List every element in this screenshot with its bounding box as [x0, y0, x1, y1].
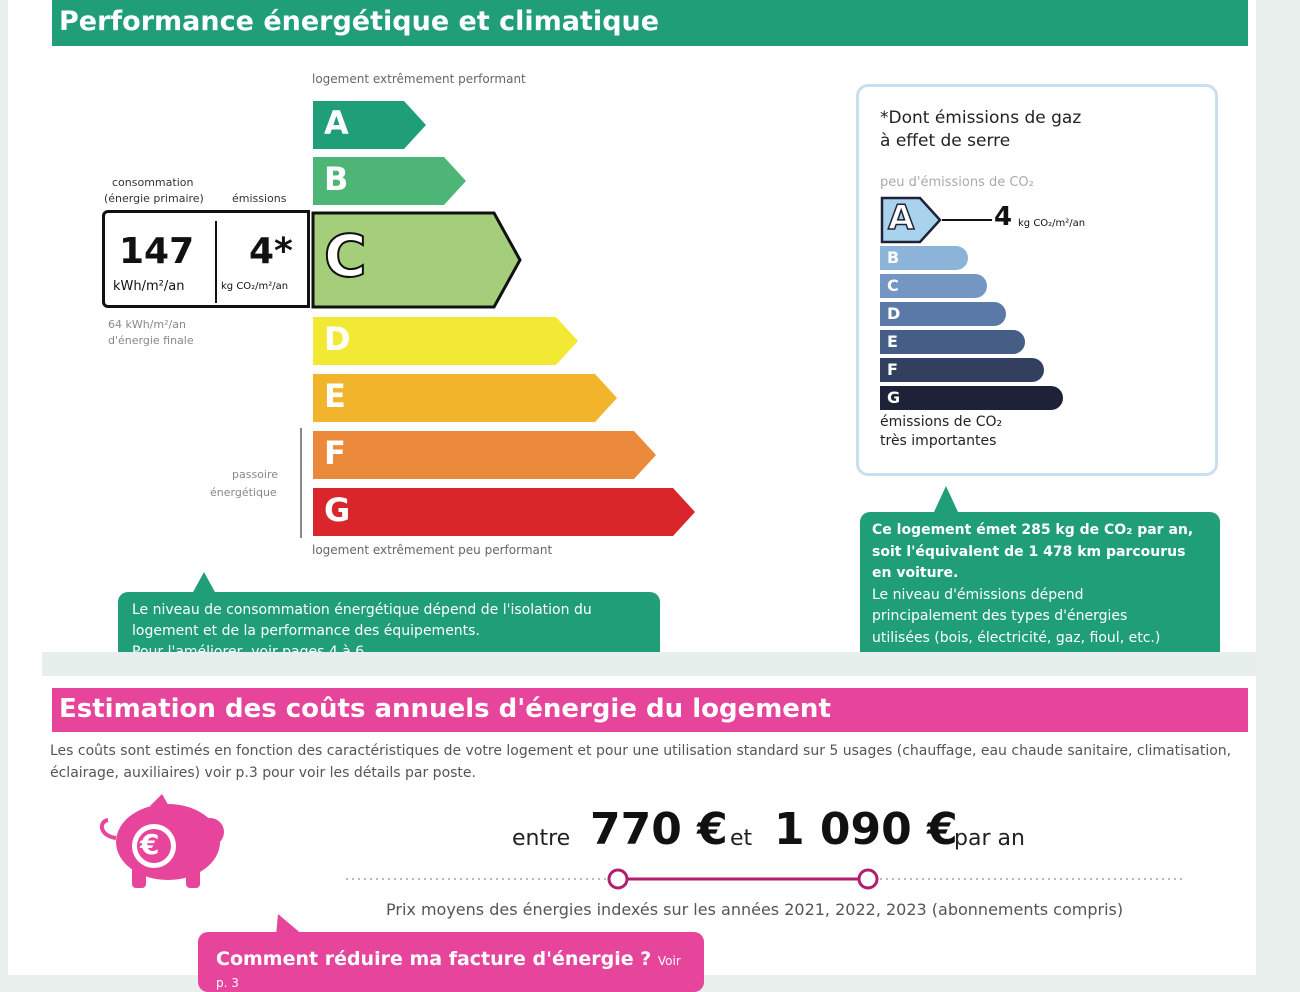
co2-current-class: A: [888, 198, 915, 238]
co2-bubble-line: Le niveau d'émissions dépend: [872, 586, 1084, 603]
co2-bubble-tail: [934, 486, 958, 512]
final-energy-label: d'énergie finale: [108, 334, 194, 347]
energy-class-f: [312, 430, 660, 480]
energy-class-c: [312, 212, 524, 308]
co2-class-c: [880, 274, 987, 298]
max-cost: 1 090 €: [774, 804, 958, 855]
energy-bubble-line: logement et de la performance des équipements.: [132, 623, 480, 639]
passoire-bracket: [300, 428, 302, 538]
reduce-bill-bubble[interactable]: [198, 932, 704, 992]
co2-bubble-line: soit l'équivalent de 1 478 km parcourus: [872, 543, 1186, 560]
co2-bottom-label-1: émissions de CO₂: [880, 414, 1003, 430]
co2-top-label: peu d'émissions de CO₂: [880, 175, 1034, 190]
co2-note-1: *Dont émissions de gaz: [880, 108, 1082, 128]
costs-description: Les coûts sont estimés en fonction des caractéristiques de votre logement et pour une utilisation standard sur 5 usages (chauffage, eau chaude sanitaire, climatisation, éclairage, auxiliaires) voir p.3 pour voir les détails par poste.: [50, 743, 1232, 781]
co2-bubble-line: Ce logement émet 285 kg de CO₂ par an,: [872, 522, 1194, 538]
co2-class-f: [880, 358, 1044, 382]
energy-top-label: logement extrêmement performant: [312, 72, 526, 86]
cost-range-slider: [340, 866, 1190, 892]
energy-class-letter: G: [324, 491, 351, 529]
euro-symbol: €: [140, 828, 160, 861]
and-label: et: [730, 826, 753, 851]
co2-unit: kg CO₂/m²/an: [1018, 218, 1086, 229]
section-divider: [42, 652, 1258, 676]
consumption-label: consommation: [112, 176, 194, 189]
consumption-unit: kWh/m²/an: [113, 279, 185, 294]
co2-class-letter: C: [887, 276, 899, 295]
energy-class-a: [312, 100, 430, 150]
energy-class-letter: B: [324, 160, 349, 198]
co2-class-letter: F: [887, 360, 898, 379]
co2-value: 4: [994, 202, 1013, 232]
energy-bottom-label: logement extrêmement peu performant: [312, 543, 553, 557]
consumption-box: [102, 210, 310, 308]
box-divider: [215, 221, 217, 303]
per-year-label: par an: [954, 826, 1025, 851]
passoire-label-2: énergétique: [210, 486, 277, 499]
reduce-bill-text: Comment réduire ma facture d'énergie ?: [216, 948, 652, 970]
energy-class-letter: E: [324, 377, 346, 415]
co2-class-letter: E: [887, 332, 898, 351]
co2-class-d: [880, 302, 1006, 326]
energy-class-letter: C: [324, 222, 367, 290]
co2-class-e: [880, 330, 1025, 354]
co2-bubble-line: en voiture.: [872, 565, 959, 581]
emissions-value: 4*: [249, 231, 293, 272]
emissions-unit: kg CO₂/m²/an: [221, 281, 289, 292]
energy-class-g: [312, 487, 699, 537]
costs-section-title: Estimation des coûts annuels d'énergie du logement: [52, 688, 1248, 732]
prices-note: Prix moyens des énergies indexés sur les années 2021, 2022, 2023 (abonnements compris): [386, 900, 1124, 919]
reduce-bill-ref[interactable]: Voir p. 3: [216, 954, 681, 990]
co2-bubble-line: principalement des types d'énergies: [872, 608, 1128, 624]
co2-class-b: [880, 246, 968, 270]
co2-class-letter: D: [887, 304, 901, 323]
co2-bottom-label-2: très importantes: [880, 433, 997, 449]
energy-class-letter: A: [324, 104, 349, 142]
co2-class-letter: G: [887, 388, 901, 407]
energy-class-d: [312, 316, 582, 366]
energy-class-e: [312, 373, 621, 423]
consumption-value: 147: [119, 231, 195, 272]
emissions-label: émissions: [232, 192, 287, 205]
final-energy-value: 64 kWh/m²/an: [108, 318, 186, 331]
energy-class-letter: D: [324, 320, 351, 358]
energy-section-title: Performance énergétique et climatique: [52, 0, 1248, 46]
min-cost: 770 €: [590, 804, 728, 855]
co2-class-g: [880, 386, 1063, 410]
bubble-tail: [192, 572, 216, 594]
co2-pointer-line: [942, 219, 992, 221]
co2-note-2: à effet de serre: [880, 131, 1011, 151]
energy-class-letter: F: [324, 434, 346, 472]
piggy-bank-icon: [90, 796, 230, 892]
energy-bubble-line: Le niveau de consommation énergétique dépend de l'isolation du: [132, 602, 592, 618]
passoire-label-1: passoire: [232, 468, 279, 481]
co2-bubble-line: utilisées (bois, électricité, gaz, fioul, etc.): [872, 629, 1161, 646]
between-label: entre: [512, 826, 571, 851]
co2-class-letter: B: [887, 248, 900, 267]
primary-energy-label: (énergie primaire): [104, 192, 204, 205]
energy-class-b: [312, 156, 470, 206]
